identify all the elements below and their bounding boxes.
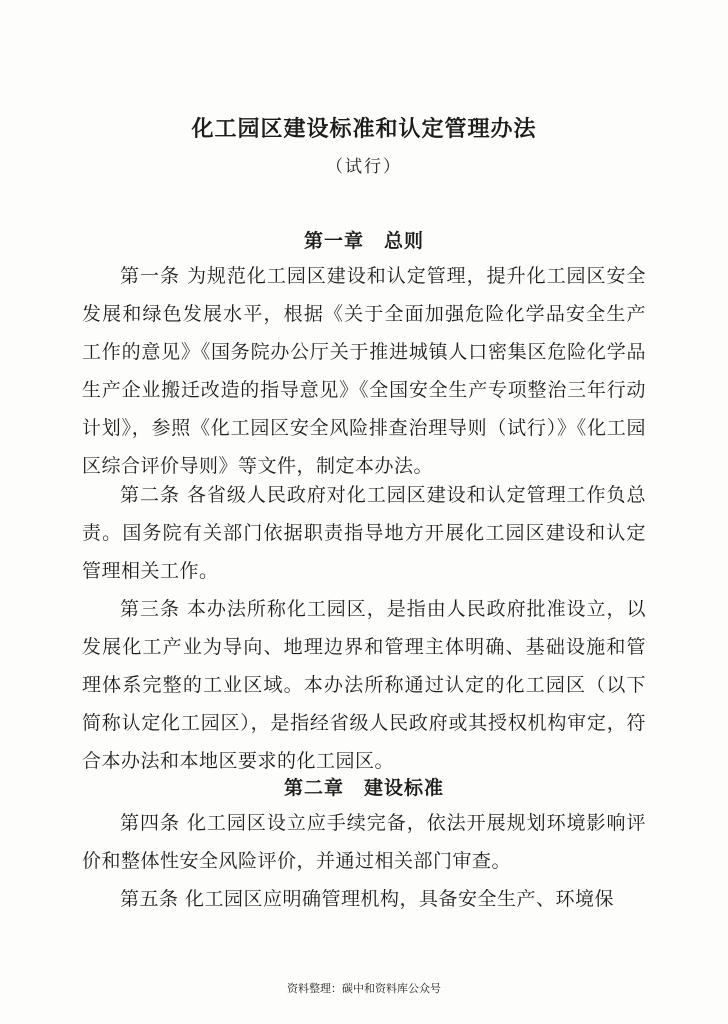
document-title: 化工园区建设标准和认定管理办法	[191, 117, 537, 142]
article-3: 第三条 本办法所称化工园区，是指由人民政府批准设立，以发展化工产业为导向、地理边界和管理主体明确、基础设施和管理体系完整的工业区域。本办法所称通过认定的化工园区（以下简称认定化工园区），是指经省级人民政府或其授权机构审定，符合本办法和本地区要求的化工园区。	[82, 598, 646, 772]
article-5: 第五条 化工园区应明确管理机构，具备安全生产、环境保	[120, 888, 615, 910]
article-1: 第一条 为规范化工园区建设和认定管理，提升化工园区安全发展和绿色发展水平，根据《关于全面加强危险化学品安全生产工作的意见》《国务院办公厅关于推进城镇人口密集区危险化学品生产企业搬迁改造的指导意见》《全国安全生产专项整治三年行动计划》，参照《化工园区安全风险排查治理导则（试行）》《化工园区综合评价导则》等文件，制定本办法。	[82, 265, 646, 477]
article-4: 第四条 化工园区设立应手续完备，依法开展规划环境影响评价和整体性安全风险评价，并通过相关部门审查。	[82, 812, 646, 872]
chapter-2-heading: 第二章 建设标准	[283, 777, 444, 799]
article-2: 第二条 各省级人民政府对化工园区建设和认定管理工作负总责。国务院有关部门依据职责指导地方开展化工园区建设和认定管理相关工作。	[82, 484, 646, 582]
chapter-1-heading: 第一章 总则	[303, 230, 424, 252]
footer-credit: 资料整理：碳中和资料库公众号	[287, 982, 441, 995]
document-subtitle: （试行）	[326, 157, 402, 177]
